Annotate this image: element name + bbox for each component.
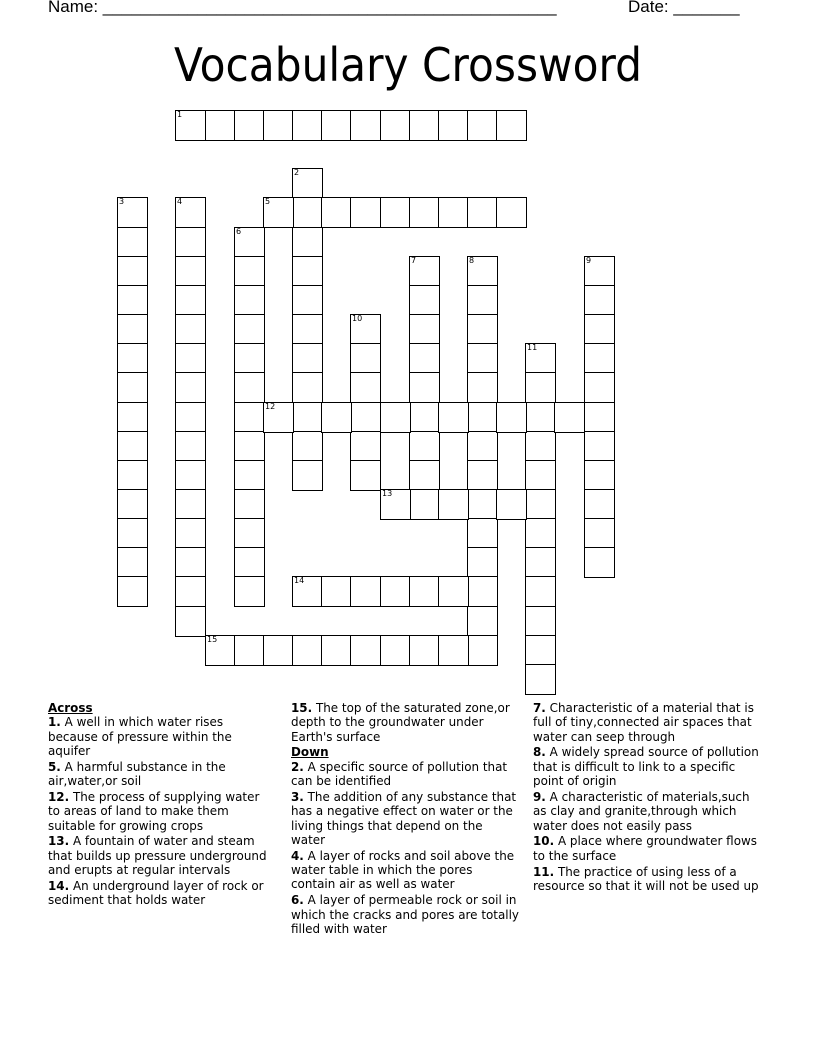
grid-cell[interactable] — [467, 489, 498, 520]
grid-cell[interactable] — [117, 576, 148, 607]
grid-cell[interactable] — [467, 285, 498, 316]
grid-cell[interactable] — [350, 110, 381, 141]
grid-cell[interactable] — [175, 285, 206, 316]
clue-across-5: 5. A harmful substance in the air,water,or soil — [48, 759, 226, 789]
grid-cell[interactable] — [350, 372, 381, 403]
grid-cell[interactable] — [234, 110, 265, 141]
grid-cell[interactable] — [175, 314, 206, 345]
clue-across-14: 14. An underground layer of rock or sediment that holds water — [48, 878, 264, 908]
grid-cell[interactable] — [350, 402, 381, 433]
clue-down-10: 10. A place where groundwater flows to the surface — [533, 834, 757, 863]
grid-cell[interactable] — [409, 431, 440, 462]
grid-cell[interactable] — [234, 343, 265, 374]
clue-number: 10 — [352, 314, 363, 323]
grid-cell[interactable] — [350, 431, 381, 462]
page-title: Vocabulary Crossword — [173, 38, 643, 92]
grid-cell[interactable] — [292, 431, 323, 462]
grid-cell[interactable] — [175, 256, 206, 287]
grid-cell[interactable] — [117, 343, 148, 374]
grid-cell[interactable] — [525, 576, 556, 607]
grid-cell[interactable] — [380, 576, 411, 607]
grid-cell[interactable] — [525, 489, 556, 520]
grid-cell[interactable] — [438, 110, 469, 141]
grid-cell[interactable] — [525, 372, 556, 403]
grid-cell[interactable] — [467, 547, 498, 578]
grid-cell[interactable] — [321, 635, 352, 666]
grid-cell[interactable] — [584, 343, 615, 374]
grid-cell[interactable] — [292, 635, 323, 666]
grid-cell[interactable] — [292, 402, 323, 433]
grid-cell[interactable] — [292, 372, 323, 403]
grid-cell[interactable] — [525, 343, 556, 374]
grid-cell[interactable] — [234, 518, 265, 549]
grid-cell[interactable] — [409, 197, 440, 228]
grid-cell[interactable] — [438, 402, 469, 433]
clue-number: 7 — [411, 256, 417, 265]
grid-cell[interactable] — [350, 314, 381, 345]
grid-cell[interactable] — [409, 110, 440, 141]
clue-down-2: 2. A specific source of pollution that can be identified — [291, 759, 508, 789]
grid-cell[interactable] — [234, 576, 265, 607]
grid-cell[interactable] — [584, 402, 615, 433]
grid-cell[interactable] — [175, 110, 206, 141]
grid-cell[interactable] — [584, 314, 615, 345]
grid-cell[interactable] — [321, 576, 352, 607]
grid-cell[interactable] — [234, 460, 265, 491]
grid-cell[interactable] — [467, 256, 498, 287]
clue-number: 8 — [469, 256, 475, 265]
grid-cell[interactable] — [438, 635, 469, 666]
grid-cell[interactable] — [409, 314, 440, 345]
grid-cell[interactable] — [554, 402, 585, 433]
grid-cell[interactable] — [175, 197, 206, 228]
grid-cell[interactable] — [117, 431, 148, 462]
grid-cell[interactable] — [321, 110, 352, 141]
grid-cell[interactable] — [525, 635, 556, 666]
grid-cell[interactable] — [409, 576, 440, 607]
grid-cell[interactable] — [467, 110, 498, 141]
clue-number: 2 — [294, 168, 300, 177]
grid-cell[interactable] — [292, 256, 323, 287]
grid-cell[interactable] — [467, 314, 498, 345]
grid-cell[interactable] — [496, 402, 527, 433]
grid-cell[interactable] — [350, 460, 381, 491]
grid-cell[interactable] — [525, 460, 556, 491]
grid-cell[interactable] — [263, 110, 294, 141]
grid-cell[interactable] — [175, 547, 206, 578]
clue-down-11: 11. The practice of using less of a resource so that it will not be used up — [533, 864, 759, 893]
grid-cell[interactable] — [380, 197, 411, 228]
grid-cell[interactable] — [292, 576, 323, 607]
grid-cell[interactable] — [584, 489, 615, 520]
grid-cell[interactable] — [525, 606, 556, 637]
clue-across-1: 1. A well in which water rises because of pressure within the aquifer — [48, 715, 232, 758]
grid-cell[interactable] — [409, 635, 440, 666]
grid-cell[interactable] — [263, 635, 294, 666]
grid-cell[interactable] — [380, 489, 411, 520]
grid-cell[interactable] — [117, 285, 148, 316]
grid-cell[interactable] — [234, 227, 265, 258]
grid-cell[interactable] — [175, 460, 206, 491]
grid-cell[interactable] — [496, 489, 527, 520]
grid-cell[interactable] — [263, 197, 294, 228]
grid-cell[interactable] — [234, 431, 265, 462]
grid-cell[interactable] — [175, 518, 206, 549]
grid-cell[interactable] — [117, 547, 148, 578]
grid-cell[interactable] — [292, 168, 323, 199]
grid-cell[interactable] — [117, 518, 148, 549]
clue-down-8: 8. A widely spread source of pollution that is difficult to link to a specific point of origin — [533, 745, 759, 789]
grid-cell[interactable] — [350, 576, 381, 607]
grid-cell[interactable] — [350, 343, 381, 374]
grid-cell[interactable] — [409, 285, 440, 316]
grid-cell[interactable] — [205, 635, 236, 666]
clue-number: 3 — [119, 197, 125, 206]
grid-cell[interactable] — [117, 197, 148, 228]
grid-cell[interactable] — [380, 110, 411, 141]
grid-cell[interactable] — [467, 402, 498, 433]
grid-cell[interactable] — [175, 372, 206, 403]
grid-cell[interactable] — [496, 110, 527, 141]
grid-cell[interactable] — [467, 343, 498, 374]
grid-cell[interactable] — [175, 227, 206, 258]
grid-cell[interactable] — [409, 372, 440, 403]
grid-cell[interactable] — [467, 606, 498, 637]
grid-cell[interactable] — [292, 197, 323, 228]
grid-cell[interactable] — [117, 314, 148, 345]
clue-number: 9 — [586, 256, 592, 265]
grid-cell[interactable] — [234, 372, 265, 403]
clue-column-2 — [291, 701, 520, 938]
grid-cell[interactable] — [438, 489, 469, 520]
grid-cell[interactable] — [234, 635, 265, 666]
clue-number: 5 — [265, 197, 271, 206]
grid-cell[interactable] — [175, 343, 206, 374]
clue-number: 13 — [382, 489, 393, 498]
grid-cell[interactable] — [525, 402, 556, 433]
grid-cell[interactable] — [467, 460, 498, 491]
grid-cell[interactable] — [467, 635, 498, 666]
grid-cell[interactable] — [234, 489, 265, 520]
grid-cell[interactable] — [584, 256, 615, 287]
grid-cell[interactable] — [409, 343, 440, 374]
grid-cell[interactable] — [292, 314, 323, 345]
grid-cell[interactable] — [584, 518, 615, 549]
grid-cell[interactable] — [438, 197, 469, 228]
clue-down-4: 4. A layer of rocks and soil above the water table in which the pores contain air as well as water — [291, 848, 515, 892]
clue-number: 15 — [207, 635, 218, 644]
clue-across-15: 15. The top of the saturated zone,or depth to the groundwater under Earth's surface — [291, 701, 510, 744]
grid-cell[interactable] — [175, 576, 206, 607]
grid-cell[interactable] — [117, 256, 148, 287]
grid-cell[interactable] — [584, 460, 615, 491]
grid-cell[interactable] — [117, 489, 148, 520]
down-heading: Down — [291, 745, 329, 760]
grid-cell[interactable] — [467, 431, 498, 462]
grid-cell[interactable] — [292, 343, 323, 374]
grid-cell[interactable] — [263, 402, 294, 433]
grid-cell[interactable] — [438, 576, 469, 607]
clue-across-13: 13. A fountain of water and steam that builds up pressure underground and erupts at regular intervals — [48, 834, 267, 878]
grid-cell[interactable] — [467, 372, 498, 403]
grid-cell[interactable] — [117, 460, 148, 491]
clue-down-6: 6. A layer of permeable rock or soil in which the cracks and pores are totally filled with water — [291, 893, 519, 936]
grid-cell[interactable] — [496, 197, 527, 228]
grid-cell[interactable] — [409, 402, 440, 433]
clue-number: 11 — [527, 343, 538, 352]
grid-cell[interactable] — [409, 256, 440, 287]
grid-cell[interactable] — [525, 431, 556, 462]
clue-down-3: 3. The addition of any substance that has a negative effect on water or the living things that depend on the water — [291, 789, 517, 847]
clue-number: 6 — [236, 227, 242, 236]
clue-number: 14 — [294, 576, 305, 585]
grid-cell[interactable] — [467, 518, 498, 549]
grid-cell[interactable] — [467, 197, 498, 228]
clue-down-9: 9. A characteristic of materials,such as clay and granite,through which water does not easily pass — [533, 789, 750, 833]
grid-cell[interactable] — [380, 635, 411, 666]
grid-cell[interactable] — [467, 576, 498, 607]
clue-number: 12 — [265, 402, 276, 411]
grid-cell[interactable] — [205, 110, 236, 141]
grid-cell[interactable] — [175, 402, 206, 433]
grid-cell[interactable] — [292, 227, 323, 258]
grid-cell[interactable] — [321, 197, 352, 228]
grid-cell[interactable] — [234, 314, 265, 345]
grid-cell[interactable] — [175, 489, 206, 520]
grid-cell[interactable] — [234, 547, 265, 578]
grid-cell[interactable] — [175, 431, 206, 462]
clue-down-7: 7. Characteristic of a material that is full of tiny,connected air spaces that water can seep through — [533, 701, 754, 744]
grid-cell[interactable] — [525, 547, 556, 578]
clue-column-1 — [48, 701, 273, 909]
clue-number: 1 — [177, 110, 183, 119]
grid-cell[interactable] — [234, 285, 265, 316]
grid-cell[interactable] — [525, 518, 556, 549]
grid-cell[interactable] — [380, 402, 411, 433]
grid-cell[interactable] — [117, 372, 148, 403]
grid-cell[interactable] — [350, 197, 381, 228]
grid-cell[interactable] — [175, 606, 206, 637]
grid-cell[interactable] — [292, 460, 323, 491]
grid-cell[interactable] — [584, 285, 615, 316]
grid-cell[interactable] — [234, 256, 265, 287]
grid-cell[interactable] — [409, 460, 440, 491]
grid-cell[interactable] — [350, 635, 381, 666]
grid-cell[interactable] — [321, 402, 352, 433]
clue-number: 4 — [177, 197, 183, 206]
grid-cell[interactable] — [525, 664, 556, 695]
grid-cell[interactable] — [584, 372, 615, 403]
date-field[interactable]: Date: _______ — [628, 0, 740, 16]
grid-cell[interactable] — [292, 285, 323, 316]
grid-cell[interactable] — [584, 431, 615, 462]
clue-across-12: 12. The process of supplying water to areas of land to make them suitable for growing crops — [48, 789, 260, 833]
grid-cell[interactable] — [117, 227, 148, 258]
grid-cell[interactable] — [117, 402, 148, 433]
name-field[interactable]: Name: ________________________________________________ — [48, 0, 557, 16]
grid-cell[interactable] — [584, 547, 615, 578]
clue-column-3 — [533, 701, 762, 895]
grid-cell[interactable] — [292, 110, 323, 141]
grid-cell[interactable] — [234, 402, 265, 433]
grid-cell[interactable] — [409, 489, 440, 520]
across-heading: Across — [48, 701, 93, 715]
